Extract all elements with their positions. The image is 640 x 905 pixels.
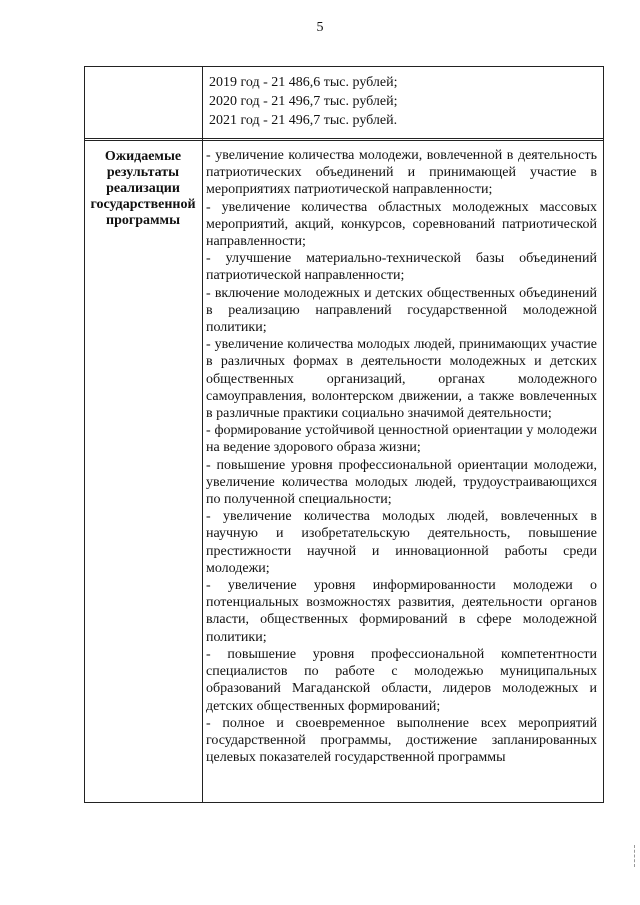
funding-cell	[209, 73, 599, 130]
column-divider	[202, 67, 203, 802]
program-table	[84, 66, 604, 803]
page-number: 5	[316, 20, 324, 35]
result-item: - увеличение количества молодых людей, принимающих участие в различных формах в деятельности молодежных и детских общественных организаций, органах молодежного самоуправления, волонтерском движении, а также вовлеченных в различные практики социально значимой деятельности;	[206, 337, 597, 422]
results-label: Ожидаемые результаты реализации государственной программы	[90, 149, 196, 228]
scan-margin-mark	[634, 845, 636, 867]
result-item: - улучшение материально-технической базы объединений патриотической направленности;	[206, 251, 597, 284]
result-item: - увеличение количества молодых людей, вовлеченных в научную и изобретательскую деятельность, повышение престижности научной и инновационной работы среди молодежи;	[206, 509, 597, 576]
result-item: - повышение уровня профессиональной ориентации молодежи, увеличение количества молодых людей, трудоустраивающихся по полученной специальности;	[206, 457, 597, 508]
result-item: - увеличение количества областных молодежных массовых мероприятий, акций, конкурсов, соревнований патриотической направленности;	[206, 199, 597, 250]
result-item: - полное и своевременное выполнение всех мероприятий государственной программы, достижение запланированных целевых показателей государственной программы	[206, 715, 597, 766]
row-divider	[85, 138, 603, 141]
result-item: - включение молодежных и детских общественных объединений в реализацию направлений государственной молодежной политики;	[206, 285, 597, 336]
funding-line-2019: 2019 год - 21 486,6 тыс. рублей;	[209, 75, 398, 90]
funding-line-2021: 2021 год - 21 496,7 тыс. рублей.	[209, 113, 398, 128]
result-item: - увеличение уровня информированности молодежи о потенциальных возможностях развития, деятельности органов власти, общественных формирований в сфере молодежной политики;	[206, 578, 597, 645]
result-item: - повышение уровня профессиональной компетентности специалистов по работе с молодежью муниципальных образований Магаданской области, лидеров молодежных и детских общественных формирований;	[206, 646, 597, 714]
result-item: - увеличение количества молодежи, вовлеченной в деятельность патриотических объединений и принимающей участие в мероприятиях патриотической направленности;	[206, 148, 597, 198]
results-list	[206, 147, 597, 766]
funding-line-2020: 2020 год - 21 496,7 тыс. рублей;	[209, 94, 398, 109]
result-item: - формирование устойчивой ценностной ориентации у молодежи на ведение здорового образа жизни;	[206, 423, 597, 456]
